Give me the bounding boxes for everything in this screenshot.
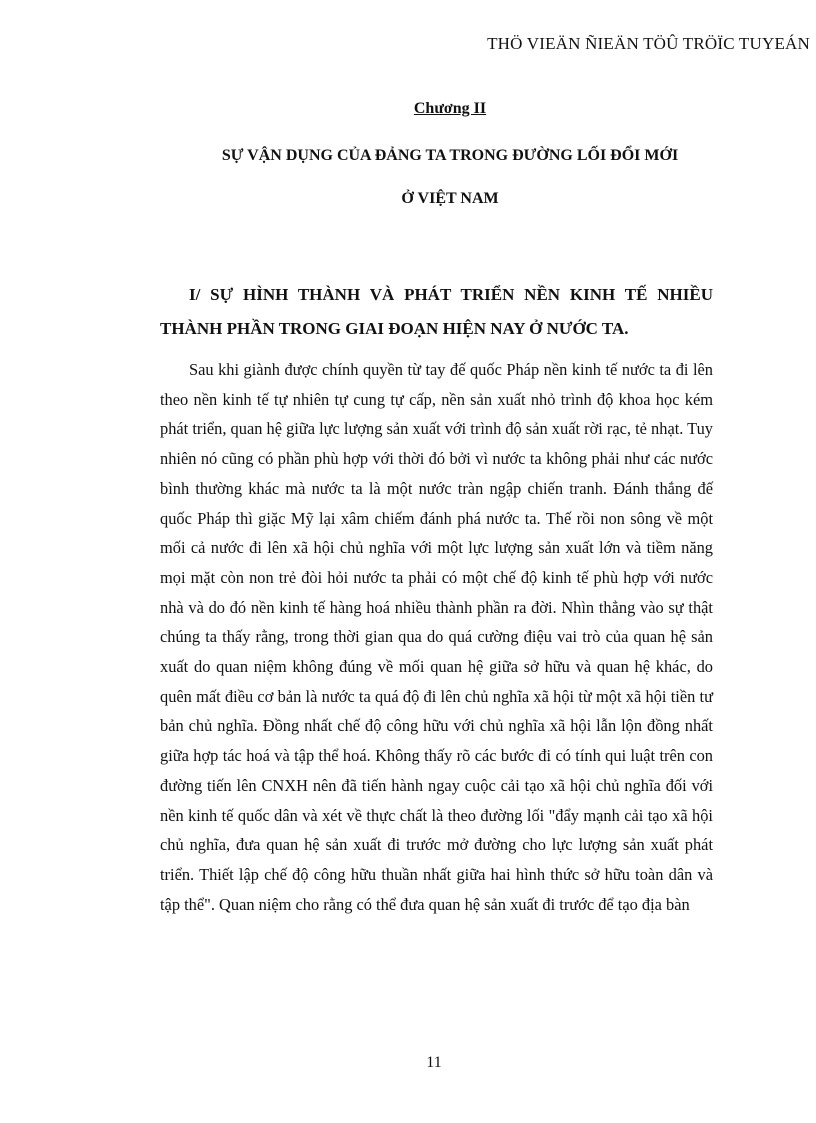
section-heading: I/ SỰ HÌNH THÀNH VÀ PHÁT TRIỂN NỀN KINH TẾ NHIỀU THÀNH PHẦN TRONG GIAI ĐOẠN HIỆN NAY Ở NƯỚC TA. [160, 285, 713, 338]
page-number: 11 [426, 1054, 442, 1071]
body-paragraph: Sau khi giành được chính quyền từ tay đế quốc Pháp nền kinh tế nước ta đi lên theo nền kinh tế tự nhiên tự cung tự cấp, nền sản xuất nhỏ trình độ khoa học kém phát triển, quan hệ giữa lực lượng sản xuất với trình độ sản xuất rời rạc, tẻ nhạt. Tuy nhiên nó cũng có phần phù hợp với thời đó bởi vì nước ta không phải như các nước bình thường khác mà nước ta là một nước tràn ngập chiến tranh. Đánh thắng đế quốc Pháp thì giặc Mỹ lại xâm chiếm đánh phá nước ta. Thế rồi non sông về một mối cả nước đi lên xã hội chủ nghĩa với một lực lượng sản xuất lớn và tiềm năng mọi mặt còn non trẻ đòi hỏi nước ta phải có một chế độ kinh tế phù hợp với nước nhà và do đó nền kinh tế hàng hoá nhiều thành phần ra đời. Nhìn thẳng vào sự thật chúng ta thấy rằng, trong thời gian qua do quá cường điệu vai trò của quan hệ sản xuất do quan niệm không đúng về mối quan hệ giữa sở hữu và quan hệ khác, do quên mất điều cơ bản là nước ta quá độ đi lên chủ nghĩa xã hội từ một xã hội tiền tư bản chủ nghĩa. Đồng nhất chế độ công hữu với chủ nghĩa xã hội lẫn lộn đồng nhất giữa hợp tác hoá và tập thể hoá. Không thấy rõ các bước đi có tính qui luật trên con đường tiến lên CNXH nên đã tiến hành ngay cuộc cải tạo xã hội chủ nghĩa đối với nền kinh tế quốc dân và xét về thực chất là theo đường lối "đẩy mạnh cải tạo xã hội chủ nghĩa, đưa quan hệ sản xuất đi trước mở đường cho lực lượng sản xuất phát triển. Thiết lập chế độ công hữu thuần nhất giữa hai hình thức sở hữu toàn dân và tập thể". Quan niệm cho rằng có thể đưa quan hệ sản xuất đi trước để tạo địa bàn [160, 360, 713, 914]
page-header: THÖ VIEÄN ÑIEÄN TÖÛ TRÖÏC TUYEÁN [487, 34, 810, 53]
chapter-title-line2: Ở VIỆT NAM [401, 190, 499, 207]
chapter-title-line1: SỰ VẬN DỤNG CỦA ĐẢNG TA TRONG ĐƯỜNG LỐI ĐỔI MỚI [221, 147, 679, 164]
chapter-label: Chương II [413, 100, 487, 117]
